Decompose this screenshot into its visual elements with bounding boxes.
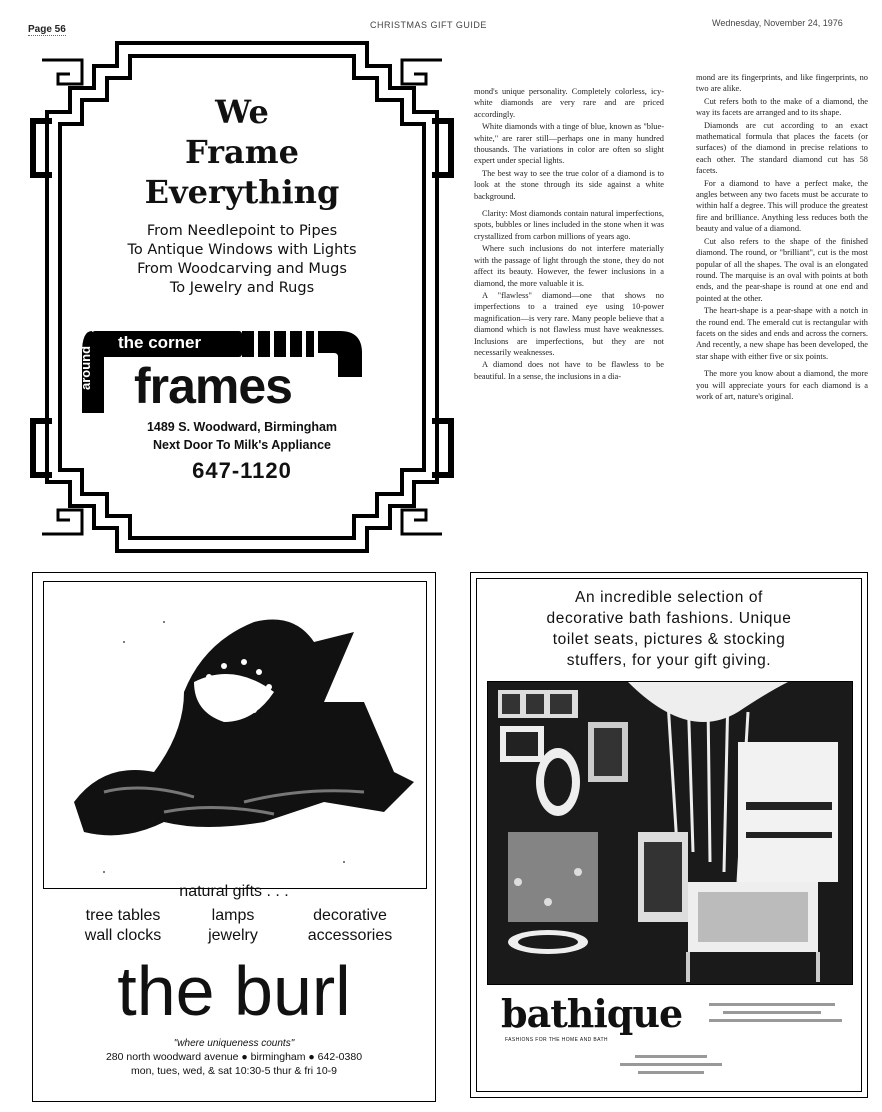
bathique-headline-line: stuffers, for your gift giving. [566,652,772,669]
bathique-brand: bathique [501,991,683,1036]
headline-line-3: Everything [144,173,340,211]
bathique-headline [471,587,867,671]
article-paragraph: The more you know about a diamond, the more you will appreciate yours for each diamond is a work of art, nature's original. [696,369,868,401]
article-paragraph: Clarity: Most diamonds contain natural imperfections, spots, bubbles or lines included in the stone when it was crystallized from carbon millions of years ago. [474,209,664,241]
frames-ad [22,38,462,556]
article-paragraph: For a diamond to have a perfect make, the angles between any two facets must be accurate to within half a degree. This will produce the greatest fire and brilliance. Anything less reduces both the beauty and value of a diamond. [696,178,868,234]
article-column-1 [474,86,664,383]
burl-slogan: "where uniqueness counts" [173,1038,295,1049]
bath-showroom-icon [488,682,852,984]
burl-natural-gifts: natural gifts . . . [179,883,289,900]
bathique-photo [487,681,853,985]
frames-phone: 647-1120 [192,458,292,483]
article-column-2 [696,72,868,403]
article-paragraph: Diamonds are cut according to an exact mathematical formula that places the facets (or surfaces) of the diamond in precise relations to each other. The standard diamond cut has 58 facets. [696,120,868,176]
burl-item: jewelry [208,927,258,944]
bathique-headline-line: An incredible selection of [575,589,763,606]
bathique-headline-line: decorative bath fashions. Unique [546,610,792,627]
frames-line-2: To Antique Windows with Lights [127,242,357,258]
frames-headline [22,92,462,212]
article-paragraph: Where such inclusions do not interfere materially with the passage of light through the stone, they do not affect its beauty. However, the fewer inclusions in a diamond, the more valuable it is. [474,244,664,288]
frames-lines [22,222,462,298]
frames-address: 1489 S. Woodward, Birmingham [146,420,338,434]
frames-address-block [22,418,462,454]
bathique-headline-line: toilet seats, pictures & stocking [552,631,786,648]
burl-item: decorative [313,907,387,924]
frames-next-door: Next Door To Milk's Appliance [153,438,331,452]
headline-line-1: We [215,93,269,131]
burl-item: lamps [211,907,255,924]
burl-address: 280 north woodward avenue ● birmingham ● 642-0380 [105,1051,363,1063]
bathique-tagline: FASHIONS FOR THE HOME AND BATH [505,1037,608,1043]
bathique-ad [470,572,868,1098]
burl-hours: mon, tues, wed, & sat 10:30-5 thur & fri 10-9 [130,1065,338,1077]
headline-line-2: Frame [185,133,299,171]
article-paragraph: Cut also refers to the shape of the finished diamond. The round, or "brilliant", cut is the most popular of all the shapes. The oval is an elongated round. The marquise is an oval with points at both ends, and the pear-shape is round at one end and pointed at the other. [696,236,868,303]
burl-ad [32,572,436,1102]
article-paragraph: A "flawless" diamond—one that shows no imperfections to a trained eye using 10-power magnification—is very rare. Many people believe that a diamond which is not flawless must have weaknesses. Inclusions are imperfections, but they are not necessarily weaknesses. [474,290,664,357]
around-text: around [78,345,93,390]
article-paragraph: White diamonds with a tinge of blue, known as "blue-white," are rarer still—perhaps one in many hundred thousands. The variations in color are often so slight expert under special lights. [474,122,664,166]
article-paragraph: mond's unique personality. Completely colorless, icy-white diamonds are very rare and are priced accordingly. [474,87,664,119]
bathique-hours-blur [611,1055,731,1079]
burl-item: accessories [307,927,393,944]
article-paragraph: mond are its fingerprints, and like fingerprints, no two are alike. [696,73,868,94]
page-number: Page 56 [28,24,66,35]
article-paragraph: The heart-shape is a pear-shape with a notch in the round end. The emerald cut is rectangular with facets on the sides and ends and across the corners. And recently, a new shape has been developed, the star shape with either five or six points. [696,306,868,361]
burl-items-col-2 [183,906,283,946]
bathique-store-info-blur [709,1003,849,1027]
frames-line-4: To Jewelry and Rugs [169,280,315,296]
burl-brand: the burl [117,952,351,1030]
article-paragraph: The best way to see the true color of a diamond is to look at the stone through its side against a white background. [474,168,664,201]
burl-wood-icon [44,582,426,888]
burl-item: wall clocks [84,927,162,944]
frames-line-3: From Woodcarving and Mugs [137,261,347,277]
issue-date: Wednesday, November 24, 1976 [712,18,843,28]
the-corner-text: the corner [118,333,202,352]
article-paragraph: Cut refers both to the make of a diamond, the way its facets are arranged and to its shape. [696,96,868,118]
section-title: CHRISTMAS GIFT GUIDE [370,20,487,30]
frames-line-1: From Needlepoint to Pipes [146,223,338,239]
article-paragraph: A diamond does not have to be flawless to be beautiful. In a sense, the inclusions in a dia- [474,360,664,381]
burl-photo [43,581,427,889]
frames-brand: frames [134,358,292,414]
burl-item: tree tables [85,907,161,924]
burl-items-col-1 [63,906,183,946]
burl-items-col-3 [285,906,415,946]
